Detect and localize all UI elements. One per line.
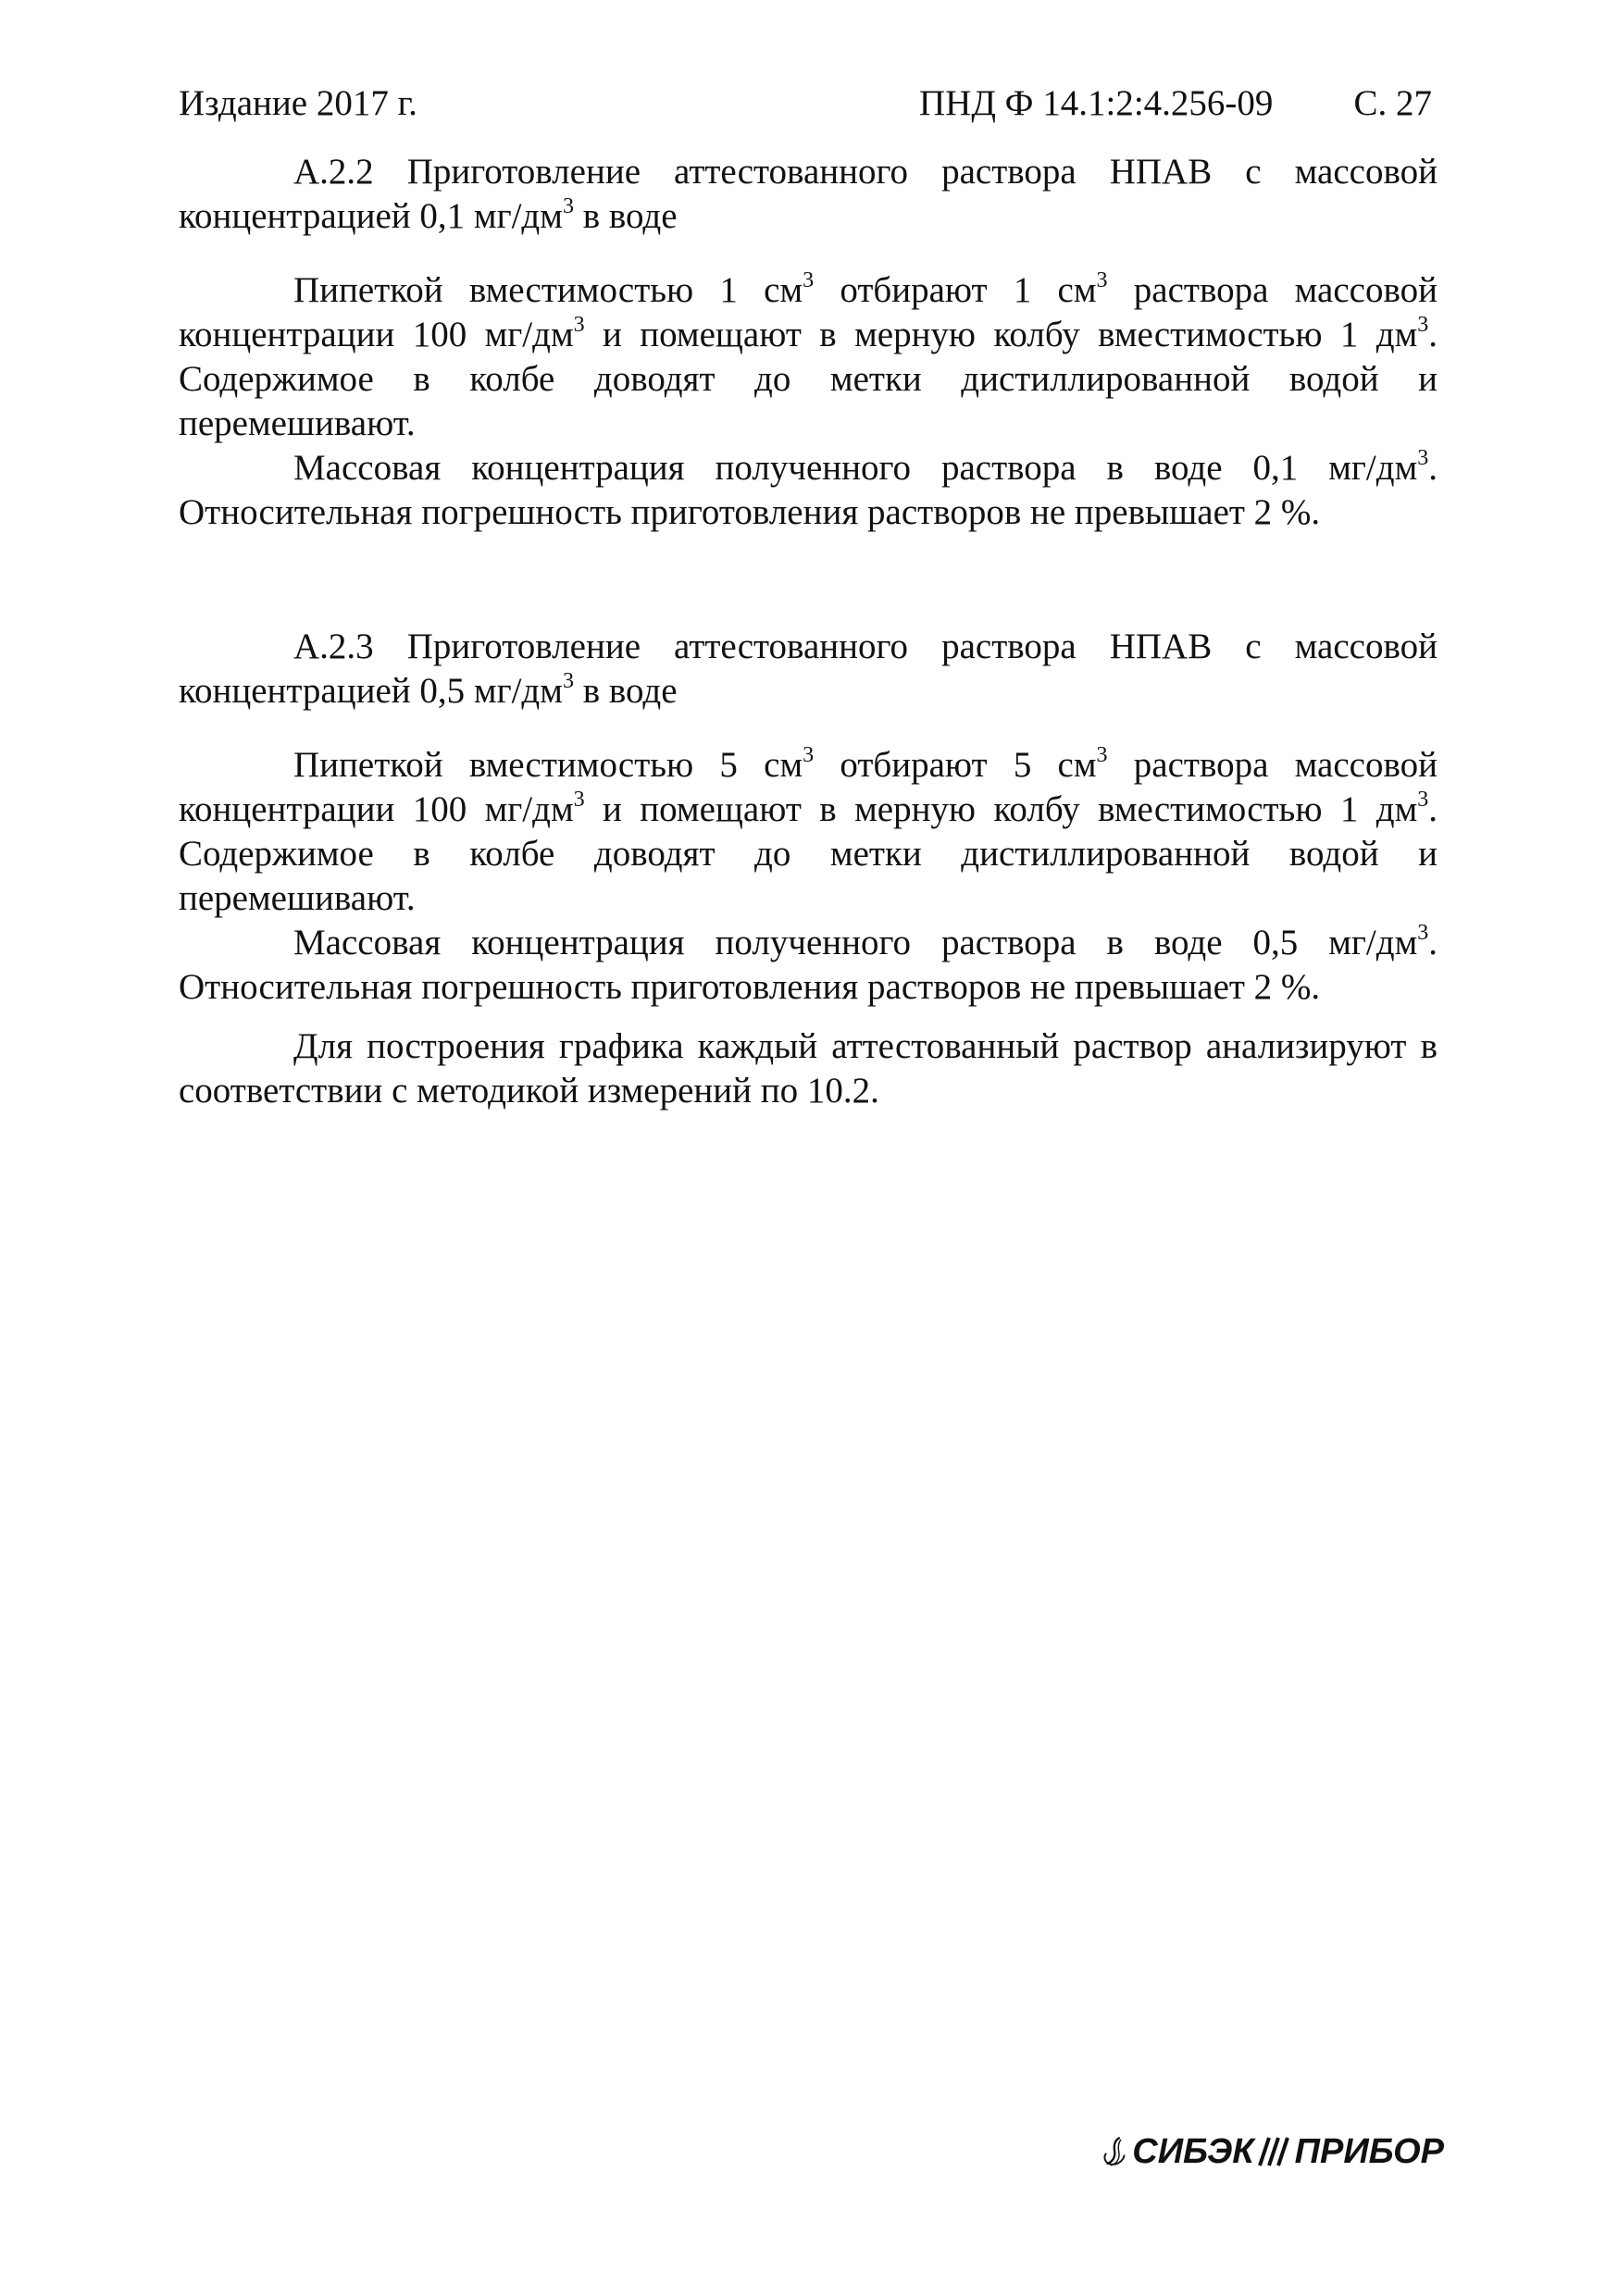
text-run: . Относительная погрешность приготовления растворов не превышает 2 %. [179,923,1438,1007]
text-run: раствора массовой концентрации 100 мг/дм [179,270,1438,354]
section-a-2-2 [179,150,1438,535]
superscript: 3 [562,194,574,218]
text-run: и помещают в мерную колбу вместимостью 1 дм [584,315,1418,354]
superscript: 3 [1096,743,1108,767]
text-run: отбирают 5 см [814,745,1097,785]
logo-wordmark [1132,2132,1444,2172]
superscript: 3 [573,788,585,812]
superscript: 3 [562,669,574,693]
text-run: Массовая концентрация полученного раствора в воде 0,1 мг/дм [293,448,1418,488]
superscript: 3 [1417,446,1429,470]
edition-label: Издание 2017 г. [179,83,417,123]
superscript: 3 [803,268,815,292]
superscript: 3 [1417,921,1429,945]
page-number: С. 27 [1353,83,1432,123]
superscript: 3 [1096,268,1108,292]
sibecopribor-logo [1101,2119,1444,2184]
paragraph-concentration [179,921,1438,1010]
superscript: 3 [573,313,585,337]
superscript: 3 [803,743,815,767]
text-run: Пипеткой вместимостью 1 см [293,270,803,310]
sibecopribor-mark-icon [1101,2119,1128,2184]
superscript: 3 [1417,788,1429,812]
title-text-end: в воде [573,196,678,236]
text-run: . Относительная погрешность приготовления растворов не превышает 2 %. [179,448,1438,532]
title-text: А.2.3 Приготовление аттестованного раствора НПАВ с массовой концентрацией 0,5 мг/дм [179,627,1438,711]
superscript: 3 [1417,313,1429,337]
text-run: раствора массовой концентрации 100 мг/дм [179,745,1438,829]
paragraph-calibration-note: Для построения графика каждый аттестованный раствор анализируют в соответствии с методикой измерений по 10.2. [179,1026,1438,1111]
paragraph-procedure [179,743,1438,921]
text-run: . Содержимое в колбе доводят до метки дистиллированной водой и перемешивают. [179,315,1438,443]
paragraph-procedure [179,268,1438,446]
paragraph-concentration [179,446,1438,535]
text-run: и помещают в мерную колбу вместимостью 1 дм [584,789,1418,829]
logo-text-right: ПРИБОР [1294,2131,1444,2171]
page-header [179,76,1432,131]
text-run: . Содержимое в колбе доводят до метки дистиллированной водой и перемешивают. [179,789,1438,918]
logo-text-left: СИБЭК [1132,2131,1254,2171]
section-title [179,150,1438,239]
text-run: Массовая концентрация полученного раствора в воде 0,5 мг/дм [293,923,1418,962]
document-number: ПНД Ф 14.1:2:4.256-09 [919,83,1274,123]
logo-slashes-icon [1256,2136,1293,2167]
text-run: отбирают 1 см [814,270,1097,310]
section-title [179,625,1438,714]
title-text: А.2.2 Приготовление аттестованного раствора НПАВ с массовой концентрацией 0,1 мг/дм [179,152,1438,236]
section-a-2-3 [179,625,1438,1113]
text-run: Пипеткой вместимостью 5 см [293,745,803,785]
title-text-end: в воде [573,671,678,711]
